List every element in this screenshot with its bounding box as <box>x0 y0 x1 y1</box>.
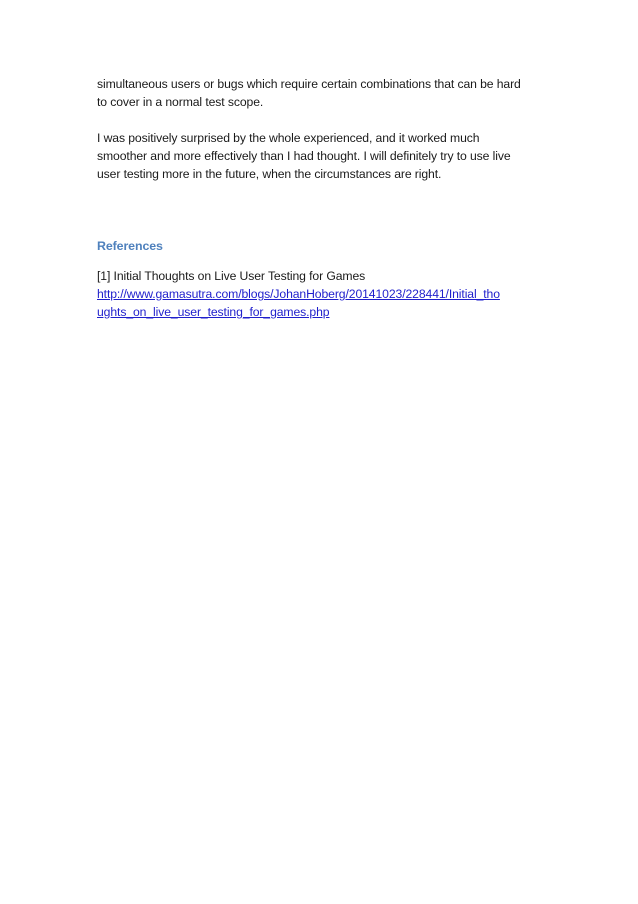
body-paragraph-1 <box>97 75 547 111</box>
reference-link-line: http://www.gamasutra.com/blogs/JohanHoberg/20141023/228441/Initial_tho <box>97 287 500 301</box>
paragraph-line: I was positively surprised by the whole experienced, and it worked much <box>97 131 480 145</box>
paragraph-line: to cover in a normal test scope. <box>97 95 264 109</box>
reference-link[interactable] <box>97 285 547 321</box>
reference-link-line: ughts_on_live_user_testing_for_games.php <box>97 305 330 319</box>
paragraph-line: simultaneous users or bugs which require certain combinations that can be hard <box>97 77 521 91</box>
paragraph-line: smoother and more effectively than I had thought. I will definitely try to use live <box>97 149 511 163</box>
reference-title: [1] Initial Thoughts on Live User Testing for Games <box>97 269 366 283</box>
spacer <box>97 183 547 237</box>
spacer <box>97 255 547 267</box>
page-content <box>97 75 547 321</box>
references-heading: References <box>97 239 163 253</box>
body-paragraph-2 <box>97 129 547 183</box>
paragraph-line: user testing more in the future, when the circumstances are right. <box>97 167 442 181</box>
spacer <box>97 111 547 129</box>
reference-item <box>97 267 547 321</box>
